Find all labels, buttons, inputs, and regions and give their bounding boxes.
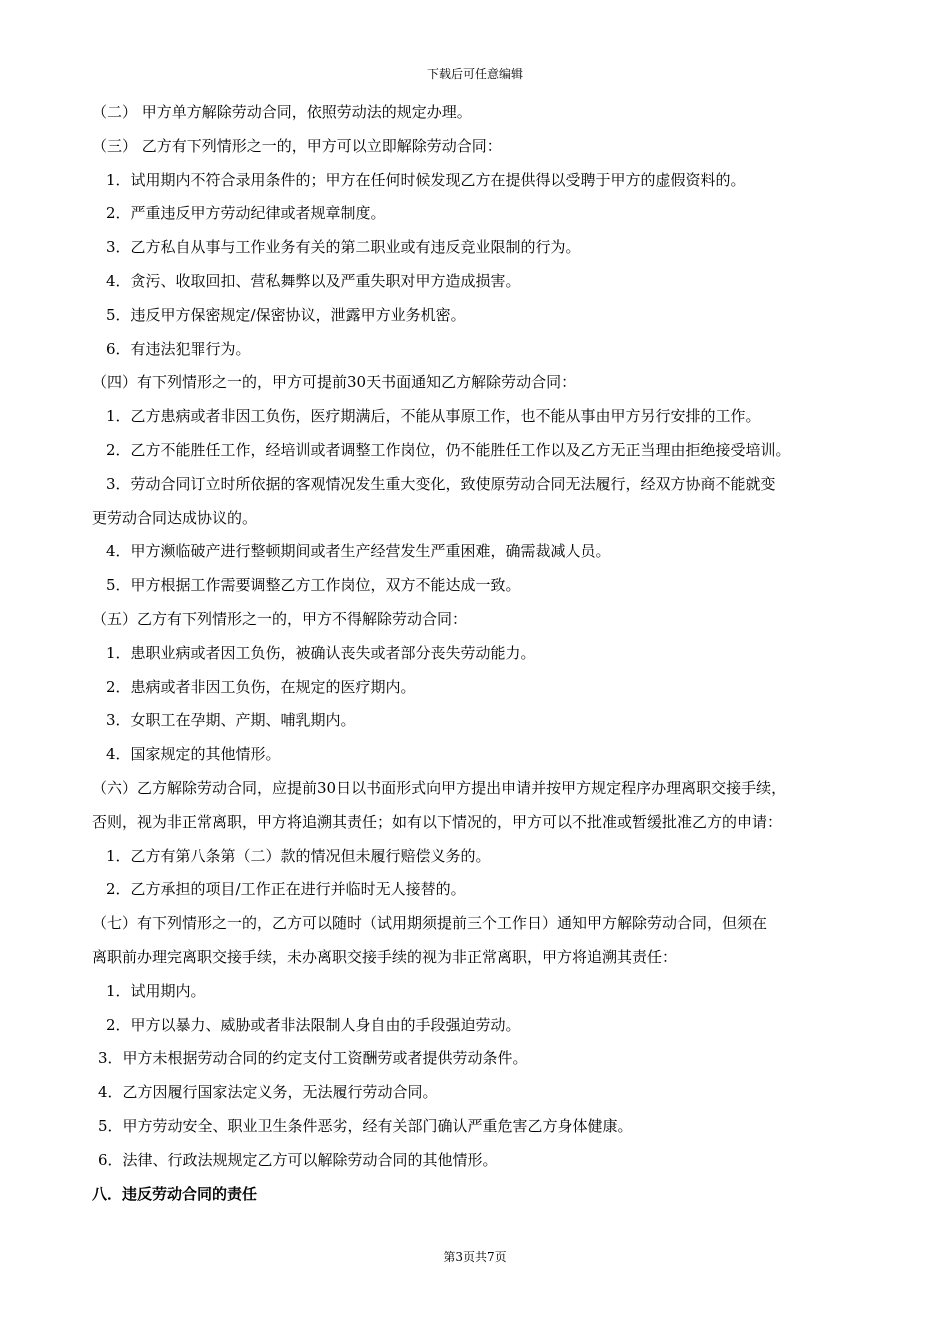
- section-line: （三） 乙方有下列情形之一的，甲方可以立即解除劳动合同：: [92, 136, 502, 155]
- continuation-line: 否则，视为非正常离职，甲方将追溯其责任；如有以下情况的，甲方可以不批准或暂缓批准乙方的申请：: [92, 812, 783, 831]
- section-line: （二） 甲方单方解除劳动合同，依照劳动法的规定办理。: [92, 103, 472, 121]
- section-line: （七）有下列情形之一的，乙方可以随时（试用期须提前三个工作日）通知甲方解除劳动合同，但须在: [92, 914, 768, 933]
- list-item: 1．乙方患病或者非因工负伤，医疗期满后，不能从事原工作，也不能从事由甲方另行安排的工作。: [106, 407, 761, 426]
- list-item: 4．乙方因履行国家法定义务，无法履行劳动合同。: [98, 1083, 438, 1102]
- page-footer: 第3页共7页: [443, 1250, 507, 1264]
- list-item: 5．甲方根据工作需要调整乙方工作岗位，双方不能达成一致。: [106, 576, 521, 595]
- list-item: 5．违反甲方保密规定/保密协议，泄露甲方业务机密。: [106, 305, 466, 324]
- list-item: 6．法律、行政法规规定乙方可以解除劳动合同的其他情形。: [98, 1150, 498, 1169]
- list-item: 2．患病或者非因工负伤，在规定的医疗期内。: [106, 677, 416, 696]
- list-item: 2．乙方不能胜任工作，经培训或者调整工作岗位，仍不能胜任工作以及乙方无正当理由拒绝接受培训。: [106, 440, 791, 459]
- section-line: （四）有下列情形之一的，甲方可提前30天书面通知乙方解除劳动合同：: [92, 373, 577, 392]
- continuation-line: 离职前办理完离职交接手续，未办离职交接手续的视为非正常离职，甲方将追溯其责任：: [92, 947, 678, 966]
- list-item: 1．试用期内。: [106, 981, 206, 1000]
- page-header: 下载后可任意编辑: [426, 67, 523, 81]
- list-item: 2．乙方承担的项目/工作正在进行并临时无人接替的。: [106, 880, 466, 899]
- section-line: （六）乙方解除劳动合同，应提前30日以书面形式向甲方提出申请并按甲方规定程序办理离职交接手续，: [92, 778, 787, 797]
- list-item: 2．甲方以暴力、威胁或者非法限制人身自由的手段强迫劳动。: [106, 1015, 521, 1034]
- section-line: （五）乙方有下列情形之一的，甲方不得解除劳动合同：: [92, 609, 468, 628]
- list-item: 4．甲方濒临破产进行整顿期间或者生产经营发生严重困难，确需裁减人员。: [106, 542, 611, 561]
- list-item: 6．有违法犯罪行为。: [106, 339, 251, 358]
- list-item: 5．甲方劳动安全、职业卫生条件恶劣，经有关部门确认严重危害乙方身体健康。: [98, 1116, 633, 1135]
- list-item: 4．贪污、收取回扣、营私舞弊以及严重失职对甲方造成损害。: [106, 271, 521, 290]
- list-item: 2．严重违反甲方劳动纪律或者规章制度。: [106, 204, 386, 223]
- list-item: 3．女职工在孕期、产期、哺乳期内。: [106, 711, 356, 730]
- list-item: 3．甲方未根据劳动合同的约定支付工资酬劳或者提供劳动条件。: [98, 1049, 528, 1068]
- list-item: 1．乙方有第八条第（二）款的情况但未履行赔偿义务的。: [106, 846, 491, 865]
- section-heading: 八．违反劳动合同的责任: [92, 1184, 258, 1203]
- list-item: 1．试用期内不符合录用条件的；甲方在任何时候发现乙方在提供得以受聘于甲方的虚假资料的。: [106, 170, 746, 189]
- continuation-line: 更劳动合同达成协议的。: [92, 508, 258, 527]
- list-item: 3．乙方私自从事与工作业务有关的第二职业或有违反竞业限制的行为。: [106, 238, 581, 257]
- list-item: 3．劳动合同订立时所依据的客观情况发生重大变化，致使原劳动合同无法履行，经双方协商不能就变: [106, 474, 776, 493]
- list-item: 1．患职业病或者因工负伤，被确认丧失或者部分丧失劳动能力。: [106, 643, 536, 662]
- document-body: [92, 96, 872, 1211]
- list-item: 4．国家规定的其他情形。: [106, 745, 281, 764]
